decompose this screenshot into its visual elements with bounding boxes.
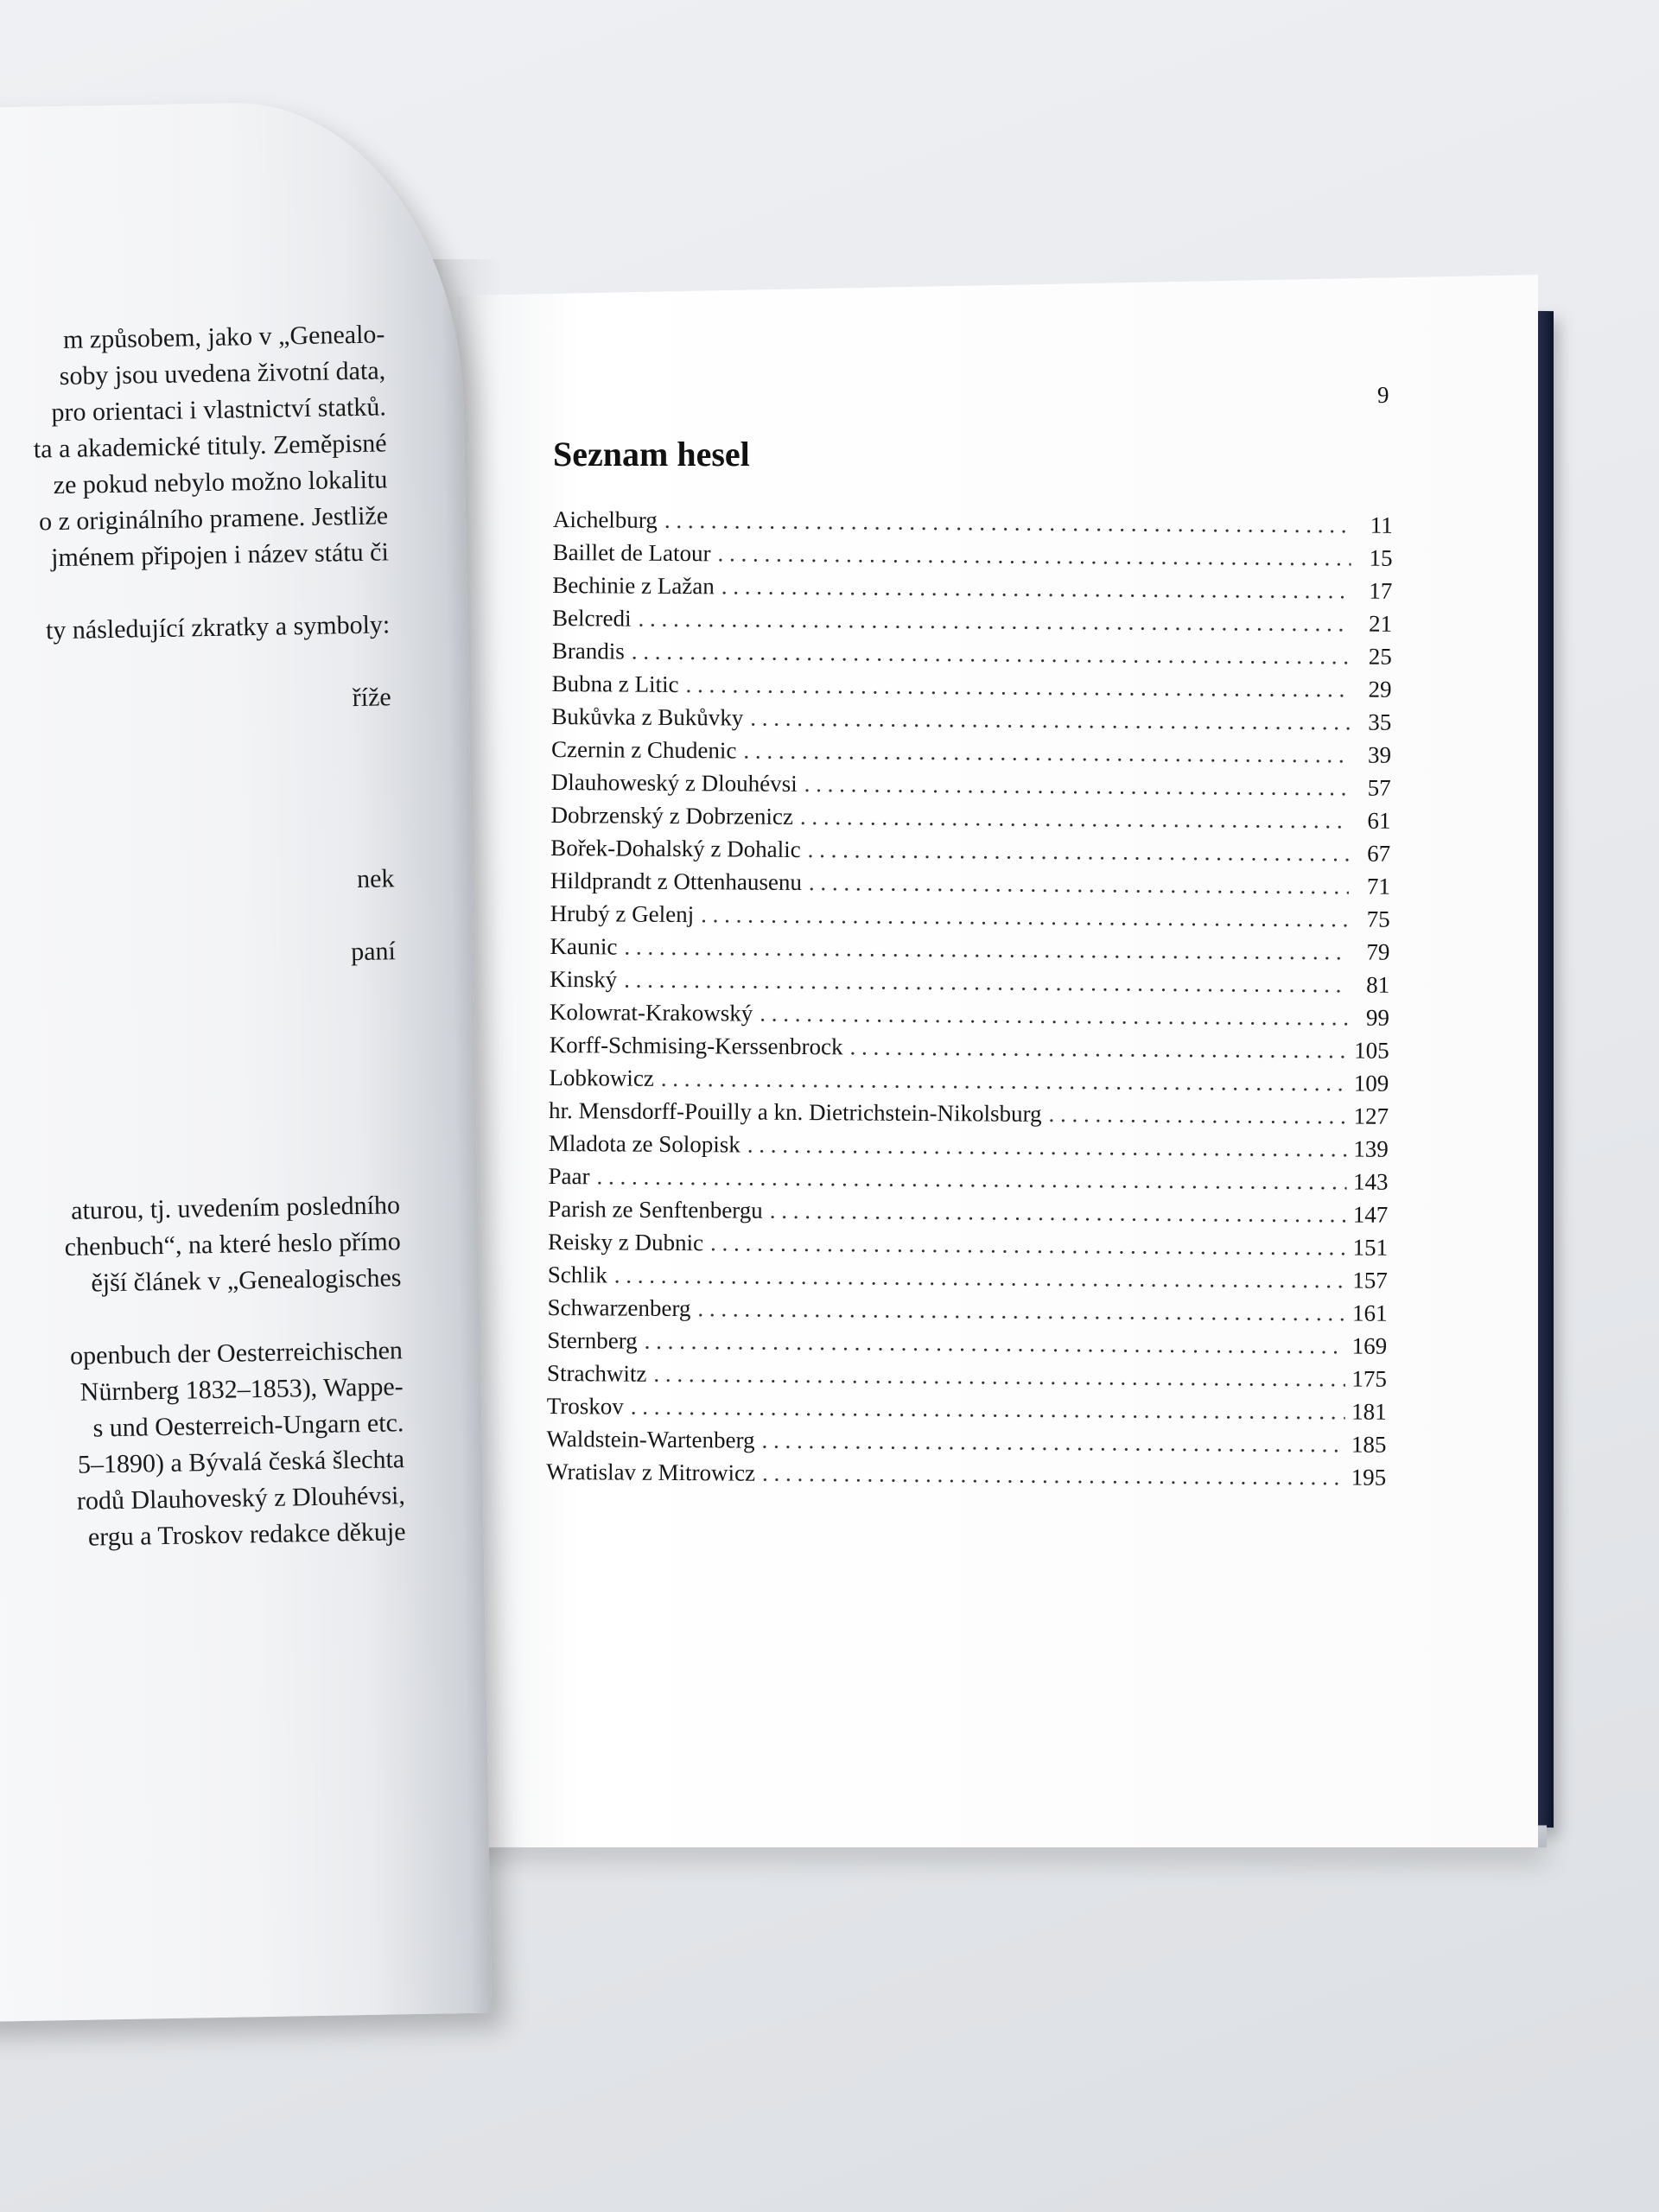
toc-entry-name: Bořek-Dohalský z Dohalic [550, 834, 801, 863]
toc-leader-dots [804, 771, 1350, 801]
toc-entry-name: Waldstein-Wartenberg [546, 1425, 755, 1453]
toc-entry-page: 29 [1368, 676, 1392, 702]
toc-entry-page: 181 [1351, 1398, 1387, 1425]
toc-leader-dots [808, 836, 1350, 867]
toc-entry-page: 109 [1353, 1070, 1389, 1096]
toc-entry-page: 67 [1367, 840, 1391, 867]
toc-entry-page: 11 [1370, 512, 1393, 538]
toc-entry-page: 79 [1366, 938, 1390, 965]
toc-entry-page: 17 [1369, 577, 1393, 604]
toc-entry-page: 21 [1368, 610, 1393, 637]
toc-entry-page: 35 [1368, 709, 1392, 735]
toc-leader-dots [770, 1198, 1346, 1229]
toc-entry-name: Paar [548, 1162, 590, 1190]
toc-leader-dots [717, 540, 1351, 571]
left-page-line: ze pokud nebylo možno lokalitu [53, 465, 388, 500]
toc-leader-dots [701, 901, 1349, 932]
toc-leader-dots [1048, 1101, 1346, 1129]
toc-leader-dots [624, 967, 1348, 999]
toc-entry-name: Belcredi [551, 604, 632, 632]
left-page-line: jménem připojen i název státu či [50, 537, 390, 573]
toc-entry-name: Korff-Schmising-Kerssenbrock [549, 1031, 843, 1060]
left-page [0, 99, 492, 2022]
toc-entry-name: Parish ze Senftenbergu [548, 1195, 763, 1224]
left-page-line: 5–1890) a Bývalá česká šlechta [77, 1445, 405, 1479]
toc-entry-page: 127 [1353, 1103, 1389, 1129]
toc-entry-page: 161 [1351, 1300, 1388, 1326]
toc-leader-dots [664, 507, 1351, 539]
toc-entry-page: 195 [1351, 1464, 1387, 1491]
left-page-line: s und Oesterreich-Ungarn etc. [92, 1408, 404, 1443]
toc-entry-page: 169 [1351, 1332, 1388, 1359]
toc-entry-name: Wratislav z Mitrowicz [546, 1458, 756, 1486]
toc-entry-name: Sternberg [547, 1326, 638, 1354]
toc-entry-page: 99 [1365, 1004, 1389, 1031]
left-page-text [0, 315, 458, 1557]
toc-entry-page: 175 [1351, 1365, 1388, 1392]
left-page-line: soby jsou uvedena životní data, [59, 356, 386, 391]
left-page-line: Nürnberg 1832–1853), Wappe- [79, 1372, 404, 1407]
toc-entry-page: 39 [1367, 741, 1392, 768]
toc-leader-dots [809, 869, 1349, 899]
toc-leader-dots [761, 1427, 1344, 1459]
toc-leader-dots [849, 1033, 1347, 1064]
toc-leader-dots [645, 1328, 1345, 1360]
toc-leader-dots [800, 804, 1350, 834]
toc-leader-dots [747, 1132, 1347, 1163]
page-number: 9 [1377, 382, 1389, 408]
toc-entry-page: 157 [1352, 1267, 1388, 1294]
toc-entry-name: Kolowrat-Krakowský [549, 998, 753, 1027]
left-page-line: m způsobem, jako v „Genealo- [62, 320, 385, 354]
toc-leader-dots [614, 1262, 1346, 1294]
toc-entry-name: Schwarzenberg [547, 1294, 691, 1322]
toc-entry-name: Reisky z Dubnic [547, 1228, 704, 1256]
toc-entry-name: Aichelburg [552, 506, 658, 533]
toc-entry-name: Kinský [550, 965, 618, 993]
toc-entry-page: 151 [1352, 1234, 1389, 1261]
left-page-line: aturou, tj. uvedením posledního [70, 1191, 401, 1225]
toc-entry-page: 105 [1354, 1037, 1389, 1064]
toc-leader-dots [743, 738, 1350, 769]
toc-leader-dots [653, 1361, 1344, 1393]
toc-leader-dots [596, 1163, 1346, 1195]
toc-leader-dots [685, 671, 1350, 702]
toc-entry-page: 143 [1352, 1168, 1389, 1195]
left-page-line: ta a akademické tituly. Zeměpisné [33, 429, 387, 464]
toc-entry-name: Lobkowicz [549, 1064, 654, 1091]
left-page-line: chenbuch“, na které heslo přímo [64, 1227, 401, 1262]
table-of-contents [546, 506, 1393, 1497]
toc-leader-dots [631, 1394, 1345, 1426]
toc-entry-name: Bechinie z Lažan [552, 571, 715, 600]
toc-title: Seznam hesel [553, 435, 750, 474]
toc-entry-page: 147 [1352, 1201, 1389, 1228]
left-page-line: pro orientaci i vlastnictví statků. [51, 392, 387, 428]
toc-leader-dots [632, 639, 1351, 671]
toc-entry-name: Hildprandt z Ottenhausenu [550, 867, 803, 896]
toc-leader-dots [710, 1230, 1346, 1261]
toc-entry-name: Kaunic [550, 932, 618, 960]
toc-entry-name: Schlik [547, 1261, 607, 1288]
toc-leader-dots [697, 1295, 1345, 1326]
toc-entry-page: 75 [1366, 906, 1390, 932]
toc-entry-page: 81 [1366, 971, 1390, 998]
toc-entry-page: 57 [1367, 774, 1391, 801]
toc-entry-name: Bubna z Litic [551, 670, 679, 698]
toc-entry-page: 71 [1366, 873, 1391, 899]
left-page-line: nek [356, 864, 395, 894]
toc-leader-dots [750, 705, 1350, 736]
toc-leader-dots [638, 606, 1351, 638]
toc-leader-dots [661, 1065, 1347, 1097]
toc-entry-page: 139 [1353, 1135, 1389, 1162]
left-page-line: paní [350, 937, 397, 967]
left-page-line: ější článek v „Genealogisches [91, 1263, 402, 1298]
left-page-line: o z originálního pramene. Jestliže [38, 501, 389, 537]
toc-entry-name: Strachwitz [546, 1359, 647, 1387]
left-page-line: ergu a Troskov redakce děkuje [87, 1517, 406, 1552]
toc-entry-name: Dobrzenský z Dobrzenicz [550, 801, 793, 830]
left-page-line: ty následující zkratky a symboly: [45, 610, 391, 645]
toc-entry-name: Mladota ze Solopisk [548, 1129, 741, 1158]
toc-entry-name: Troskov [546, 1392, 624, 1420]
toc-leader-dots [721, 573, 1351, 604]
toc-entry [546, 1459, 1386, 1497]
toc-entry-page: 185 [1351, 1431, 1387, 1458]
toc-entry-page: 25 [1368, 643, 1392, 670]
toc-entry-name: hr. Mensdorff-Pouilly a kn. Dietrichstein-Nikolsburg [549, 1096, 1042, 1127]
toc-entry-name: Hrubý z Gelenj [550, 899, 695, 928]
toc-leader-dots [762, 1460, 1344, 1491]
toc-entry-name: Baillet de Latour [552, 538, 711, 567]
left-page-line: říže [352, 683, 391, 713]
toc-entry-page: 15 [1369, 544, 1393, 571]
toc-leader-dots [624, 934, 1348, 966]
toc-leader-dots [760, 1001, 1348, 1032]
toc-entry-name: Bukůvka z Bukůvky [551, 702, 744, 731]
toc-entry-page: 61 [1367, 807, 1391, 834]
toc-entry-name: Brandis [551, 637, 625, 664]
left-page-line: openbuch der Oesterreichischen [69, 1336, 404, 1370]
toc-entry-name: Czernin z Chudenic [550, 735, 737, 764]
toc-entry-name: Dlauhoweský z Dlouhévsi [550, 768, 798, 797]
left-page-line: rodů Dlauhoveský z Dlouhévsi, [76, 1481, 406, 1516]
